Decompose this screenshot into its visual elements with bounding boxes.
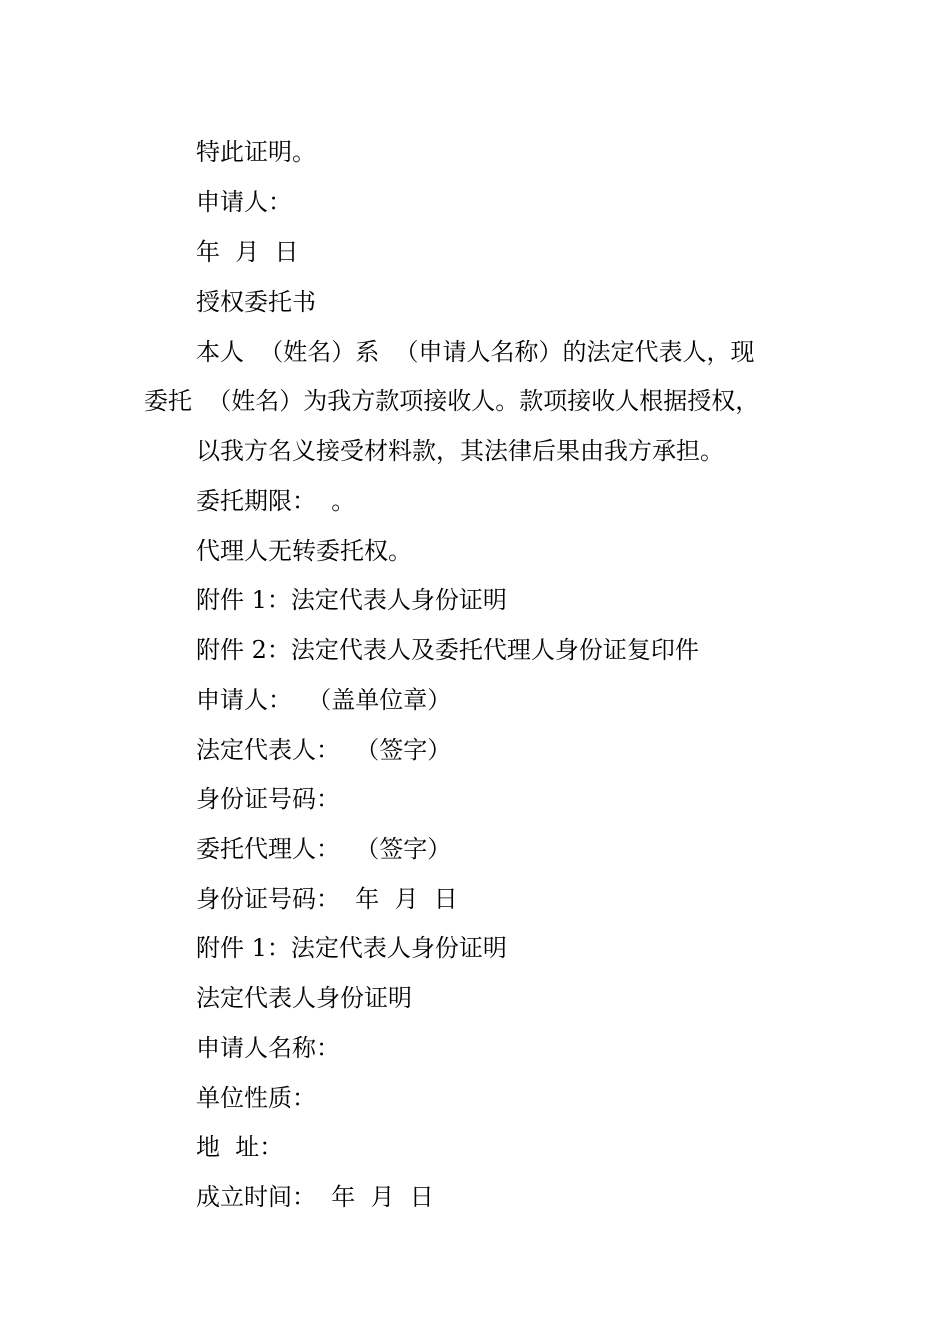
text-line-name-acceptance: 以我方名义接受材料款，其法律后果由我方承担。	[196, 437, 724, 465]
text-line-unit-nature: 单位性质：	[196, 1084, 316, 1112]
text-line-date: 年 月 日	[196, 238, 299, 266]
text-line-attachment-2: 附件 2：法定代表人及委托代理人身份证复印件	[196, 636, 699, 664]
section-heading-legal-rep-id: 法定代表人身份证明	[196, 984, 412, 1012]
text-line-id-number-date: 身份证号码： 年 月 日	[196, 885, 458, 913]
text-line-established-date: 成立时间： 年 月 日	[196, 1183, 434, 1211]
text-line-applicant-name: 申请人名称：	[196, 1034, 340, 1062]
text-line-id-number: 身份证号码：	[196, 785, 340, 813]
text-line-agent-sign: 委托代理人： （签字）	[196, 835, 452, 863]
text-line-legal-rep-sign: 法定代表人： （签字）	[196, 736, 452, 764]
section-heading-authorization: 授权委托书	[196, 288, 316, 316]
text-line-applicant: 申请人：	[196, 188, 292, 216]
text-line-attachment-1: 附件 1：法定代表人身份证明	[196, 586, 507, 614]
text-line-term: 委托期限： 。	[196, 487, 356, 515]
text-line-applicant-seal: 申请人： （盖单位章）	[196, 686, 452, 714]
text-line-no-subdelegation: 代理人无转委托权。	[196, 537, 412, 565]
text-line-certify: 特此证明。	[196, 138, 316, 166]
text-line-principal: 本人 （姓名）系 （申请人名称）的法定代表人，现	[196, 338, 755, 366]
text-line-address: 地 址：	[196, 1133, 284, 1161]
text-line-attachment-1-repeat: 附件 1：法定代表人身份证明	[196, 934, 507, 962]
text-line-entrust: 委托 （姓名）为我方款项接收人。款项接收人根据授权，	[144, 387, 760, 415]
